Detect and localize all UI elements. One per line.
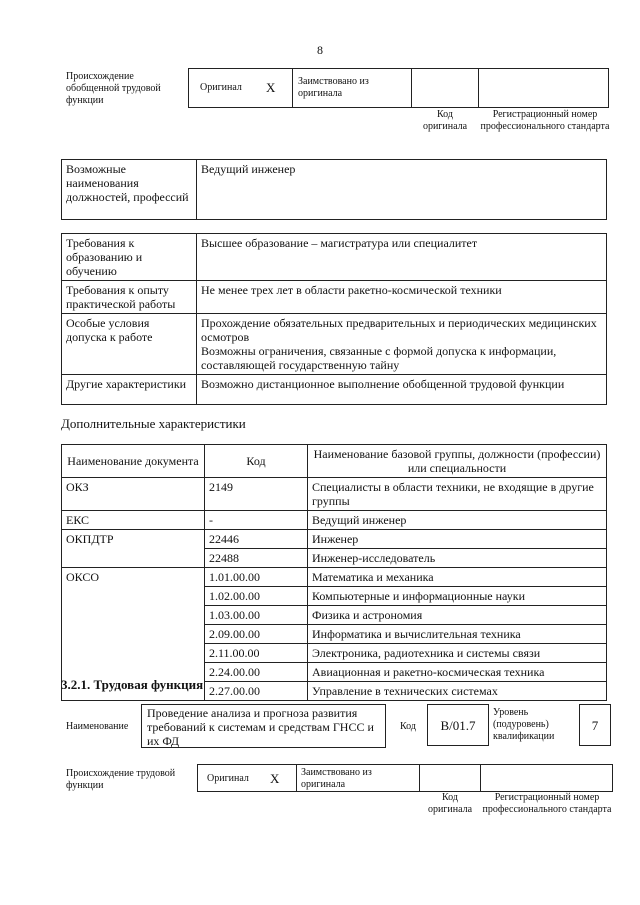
page-number: 8 — [317, 43, 323, 57]
positions-table — [61, 159, 607, 220]
req-value — [197, 314, 607, 375]
req-value-line2: Возможны ограничения, связанные с формой допуска к информации, составляющей государственную тайну — [201, 344, 557, 372]
table-row — [62, 511, 607, 530]
row-name: Компьютерные и информационные науки — [308, 587, 607, 606]
row-code: 22488 — [205, 549, 308, 568]
header-name: Наименование базовой группы, должности (профессии) или специальности — [308, 445, 607, 478]
borrowed-label: Заимствовано из оригинала — [298, 76, 369, 99]
row-doc: ЕКС — [62, 511, 205, 530]
positions-label: Возможные наименования должностей, профессий — [62, 160, 197, 220]
row-code: 2.11.00.00 — [205, 644, 308, 663]
qualification-level-value: 7 — [579, 704, 611, 746]
req-value: Высшее образование – магистратура или специалитет — [197, 234, 607, 281]
row-doc: ОКЗ — [62, 478, 205, 511]
table-row — [62, 568, 607, 587]
row-code: 2.24.00.00 — [205, 663, 308, 682]
original-label: Оригинал — [207, 773, 249, 784]
row-code: 2.27.00.00 — [205, 682, 308, 701]
row-code: 1.01.00.00 — [205, 568, 308, 587]
header-code: Код — [205, 445, 308, 478]
row-name: Специалисты в области техники, не входящие в другие группы — [308, 478, 607, 511]
row-name: Инженер-исследователь — [308, 549, 607, 568]
function-name-label: Наименование — [66, 721, 129, 732]
row-name: Физика и астрономия — [308, 606, 607, 625]
table-row — [62, 530, 607, 549]
requirements-table — [61, 233, 607, 405]
row-doc: ОКСО — [62, 568, 205, 701]
divider — [411, 68, 412, 108]
row-code: 2.09.00.00 — [205, 625, 308, 644]
positions-value: Ведущий инженер — [197, 160, 607, 220]
function-code-label: Код — [400, 721, 416, 732]
row-name: Математика и механика — [308, 568, 607, 587]
req-label: Требования к образованию и обучению — [62, 234, 197, 281]
req-value-line1: Прохождение обязательных предварительных и периодических медицинских осмотров — [201, 316, 597, 344]
row-doc: ОКПДТР — [62, 530, 205, 568]
section-title: 3.2.1. Трудовая функция — [61, 677, 204, 692]
row-name: Ведущий инженер — [308, 511, 607, 530]
borrowed-label: Заимствовано из оригинала — [301, 767, 372, 790]
function-name-value: Проведение анализа и прогноза развития требований к системам и средствам ГНСС и их ФД — [141, 704, 386, 748]
row-name: Электроника, радиотехника и системы связи — [308, 644, 607, 663]
original-label: Оригинал — [200, 82, 242, 93]
row-name: Информатика и вычислительная техника — [308, 625, 607, 644]
row-code: 22446 — [205, 530, 308, 549]
original-mark: X — [266, 80, 276, 95]
origin-label: Происхождение трудовой функции — [66, 768, 176, 791]
function-code-value: B/01.7 — [427, 704, 489, 746]
divider — [419, 764, 420, 792]
header-doc: Наименование документа — [62, 445, 205, 478]
row-code: - — [205, 511, 308, 530]
req-label: Другие характеристики — [62, 375, 197, 405]
original-mark: X — [270, 771, 280, 786]
row-name: Инженер — [308, 530, 607, 549]
req-label: Особые условия допуска к работе — [62, 314, 197, 375]
row-name: Управление в технических системах — [308, 682, 607, 701]
additional-title: Дополнительные характеристики — [61, 416, 246, 431]
qualification-level-label: Уровень (подуровень) квалификации — [493, 707, 555, 742]
divider — [296, 764, 297, 792]
regnum-caption: Регистрационный номер профессионального стандарта — [482, 792, 612, 815]
additional-table — [61, 444, 607, 701]
req-value: Не менее трех лет в области ракетно-космической техники — [197, 281, 607, 314]
req-label: Требования к опыту практической работы — [62, 281, 197, 314]
divider — [478, 68, 479, 108]
code-caption: Код оригинала — [422, 109, 468, 132]
code-caption: Код оригинала — [427, 792, 473, 815]
origin-label: Происхождение обобщенной трудовой функции — [66, 71, 161, 106]
row-code: 2149 — [205, 478, 308, 511]
table-row — [62, 478, 607, 511]
row-name: Авиационная и ракетно-космическая техника — [308, 663, 607, 682]
req-value: Возможно дистанционное выполнение обобщенной трудовой функции — [197, 375, 607, 405]
divider — [292, 68, 293, 108]
row-code: 1.03.00.00 — [205, 606, 308, 625]
row-code: 1.02.00.00 — [205, 587, 308, 606]
regnum-caption: Регистрационный номер профессионального стандарта — [480, 109, 610, 132]
divider — [480, 764, 481, 792]
